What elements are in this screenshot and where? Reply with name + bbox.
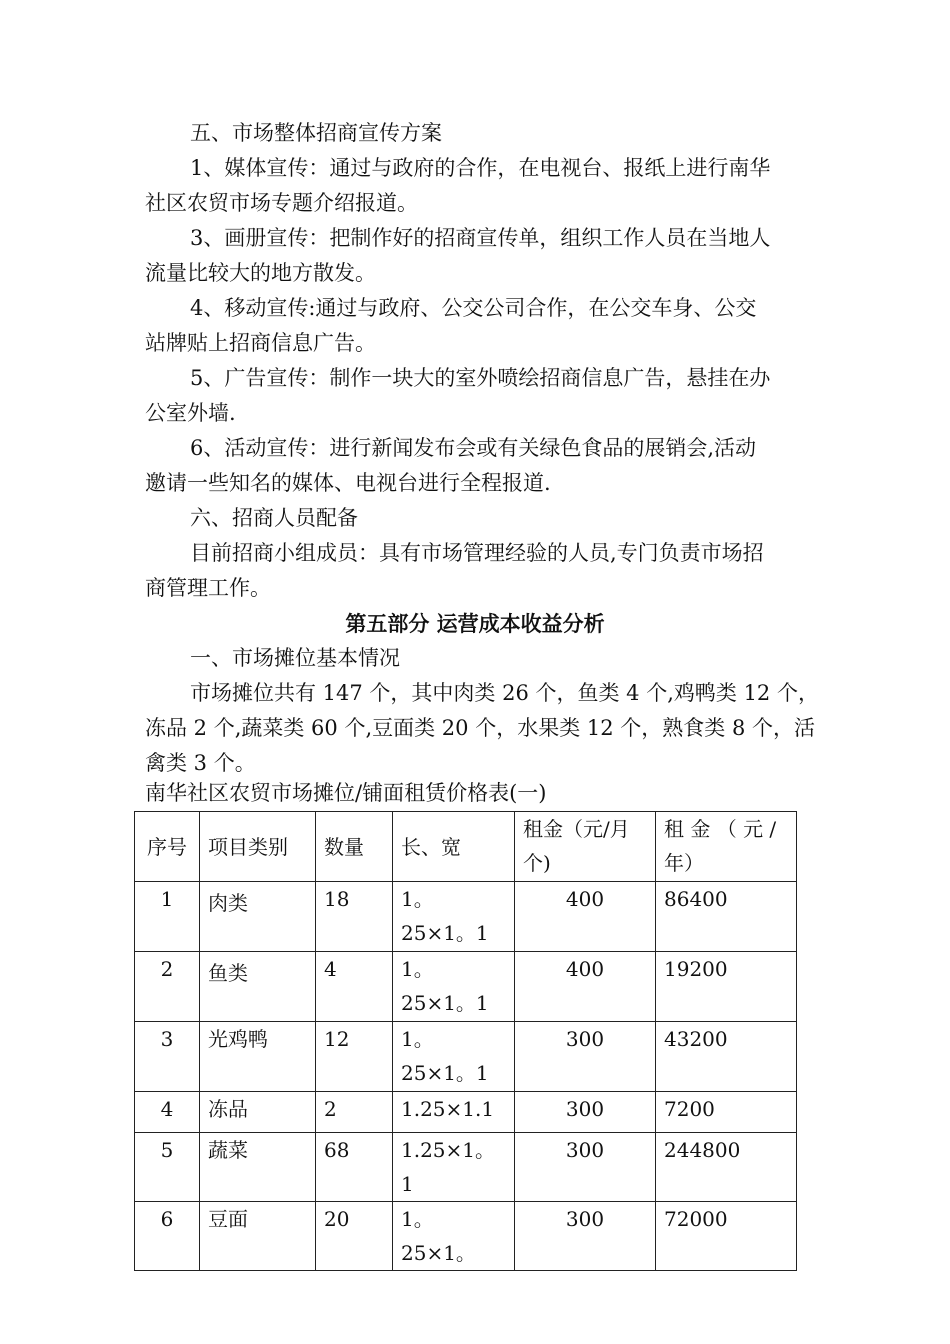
cell-category: 光鸡鸭 [200, 1022, 316, 1092]
part5-body-line2: 冻品 2 个,蔬菜类 60 个,豆面类 20 个，水果类 12 个，熟食类 8 个，活 [145, 716, 815, 740]
cell-yearly: 19200 [656, 952, 797, 1022]
table-row [135, 1202, 797, 1271]
cell-yearly: 72000 [656, 1202, 797, 1271]
cell-yearly: 7200 [656, 1092, 797, 1133]
header-category: 项目类别 [200, 812, 316, 882]
cell-monthly: 300 [515, 1022, 656, 1092]
header-no: 序号 [135, 812, 200, 882]
cell-qty: 12 [316, 1022, 393, 1092]
item3-line1: 3、画册宣传：把制作好的招商宣传单，组织工作人员在当地人 [190, 226, 771, 250]
cell-size: 1.25×1。1 [393, 1133, 515, 1202]
cell-no: 5 [135, 1133, 200, 1202]
cell-category: 蔬菜 [200, 1133, 316, 1202]
item5-line2: 公室外墙. [145, 401, 236, 425]
cell-category [200, 882, 316, 952]
part5-body-line1: 市场摊位共有 147 个，其中肉类 26 个，鱼类 4 个,鸡鸭类 12 个， [190, 681, 819, 705]
header-size: 长、宽 [393, 812, 515, 882]
table-header-row [135, 812, 797, 882]
section5-title: 五、市场整体招商宣传方案 [190, 121, 442, 145]
header-yearly: 租 金 （ 元 / 年） [656, 812, 797, 882]
table-row [135, 952, 797, 1022]
cell-yearly: 86400 [656, 882, 797, 952]
cell-category-text: 鱼类 [208, 961, 248, 985]
cell-size: 1。25×1。 [393, 1202, 515, 1271]
header-monthly: 租金（元/月个) [515, 812, 656, 882]
item1-line1: 1、媒体宣传：通过与政府的合作，在电视台、报纸上进行南华 [190, 156, 771, 180]
cell-no: 6 [135, 1202, 200, 1271]
cell-category: 豆面 [200, 1202, 316, 1271]
rent-price-table [134, 811, 797, 1271]
cell-monthly: 300 [515, 1202, 656, 1271]
table-row [135, 1133, 797, 1202]
cell-qty: 20 [316, 1202, 393, 1271]
table-row [135, 1092, 797, 1133]
cell-qty: 68 [316, 1133, 393, 1202]
item6-line1: 6、活动宣传：进行新闻发布会或有关绿色食品的展销会,活动 [190, 436, 757, 460]
cell-size: 1。25×1。1 [393, 952, 515, 1022]
cell-qty: 4 [316, 952, 393, 1022]
item3-line2: 流量比较大的地方散发。 [145, 261, 376, 285]
item4-line2: 站牌贴上招商信息广告。 [145, 331, 376, 355]
cell-monthly: 400 [515, 952, 656, 1022]
section6-line2: 商管理工作。 [145, 576, 271, 600]
item6-line2: 邀请一些知名的媒体、电视台进行全程报道. [145, 471, 551, 495]
cell-category-text: 肉类 [208, 891, 248, 915]
cell-monthly: 300 [515, 1092, 656, 1133]
cell-no: 3 [135, 1022, 200, 1092]
cell-no: 1 [135, 882, 200, 952]
cell-yearly: 244800 [656, 1133, 797, 1202]
cell-no: 2 [135, 952, 200, 1022]
cell-yearly: 43200 [656, 1022, 797, 1092]
cell-no: 4 [135, 1092, 200, 1133]
part5-sub1: 一、市场摊位基本情况 [190, 646, 400, 670]
item5-line1: 5、广告宣传：制作一块大的室外喷绘招商信息广告，悬挂在办 [190, 366, 771, 390]
table-row [135, 1022, 797, 1092]
cell-monthly: 300 [515, 1133, 656, 1202]
table-caption: 南华社区农贸市场摊位/铺面租赁价格表(一) [145, 781, 547, 805]
header-qty: 数量 [316, 812, 393, 882]
item4-line1: 4、移动宣传:通过与政府、公交公司合作，在公交车身、公交 [190, 296, 757, 320]
table-row [135, 882, 797, 952]
cell-category [200, 952, 316, 1022]
cell-size: 1。25×1。1 [393, 882, 515, 952]
part5-body-line3: 禽类 3 个。 [145, 751, 256, 775]
cell-size: 1.25×1.1 [393, 1092, 515, 1133]
cell-category: 冻品 [200, 1092, 316, 1133]
section6-title: 六、招商人员配备 [190, 506, 358, 530]
part5-heading: 第五部分 运营成本收益分析 [345, 611, 605, 636]
item1-line2: 社区农贸市场专题介绍报道。 [145, 191, 418, 215]
section6-line1: 目前招商小组成员：具有市场管理经验的人员,专门负责市场招 [190, 541, 764, 565]
cell-size: 1。25×1。1 [393, 1022, 515, 1092]
cell-qty: 18 [316, 882, 393, 952]
cell-qty: 2 [316, 1092, 393, 1133]
cell-monthly: 400 [515, 882, 656, 952]
